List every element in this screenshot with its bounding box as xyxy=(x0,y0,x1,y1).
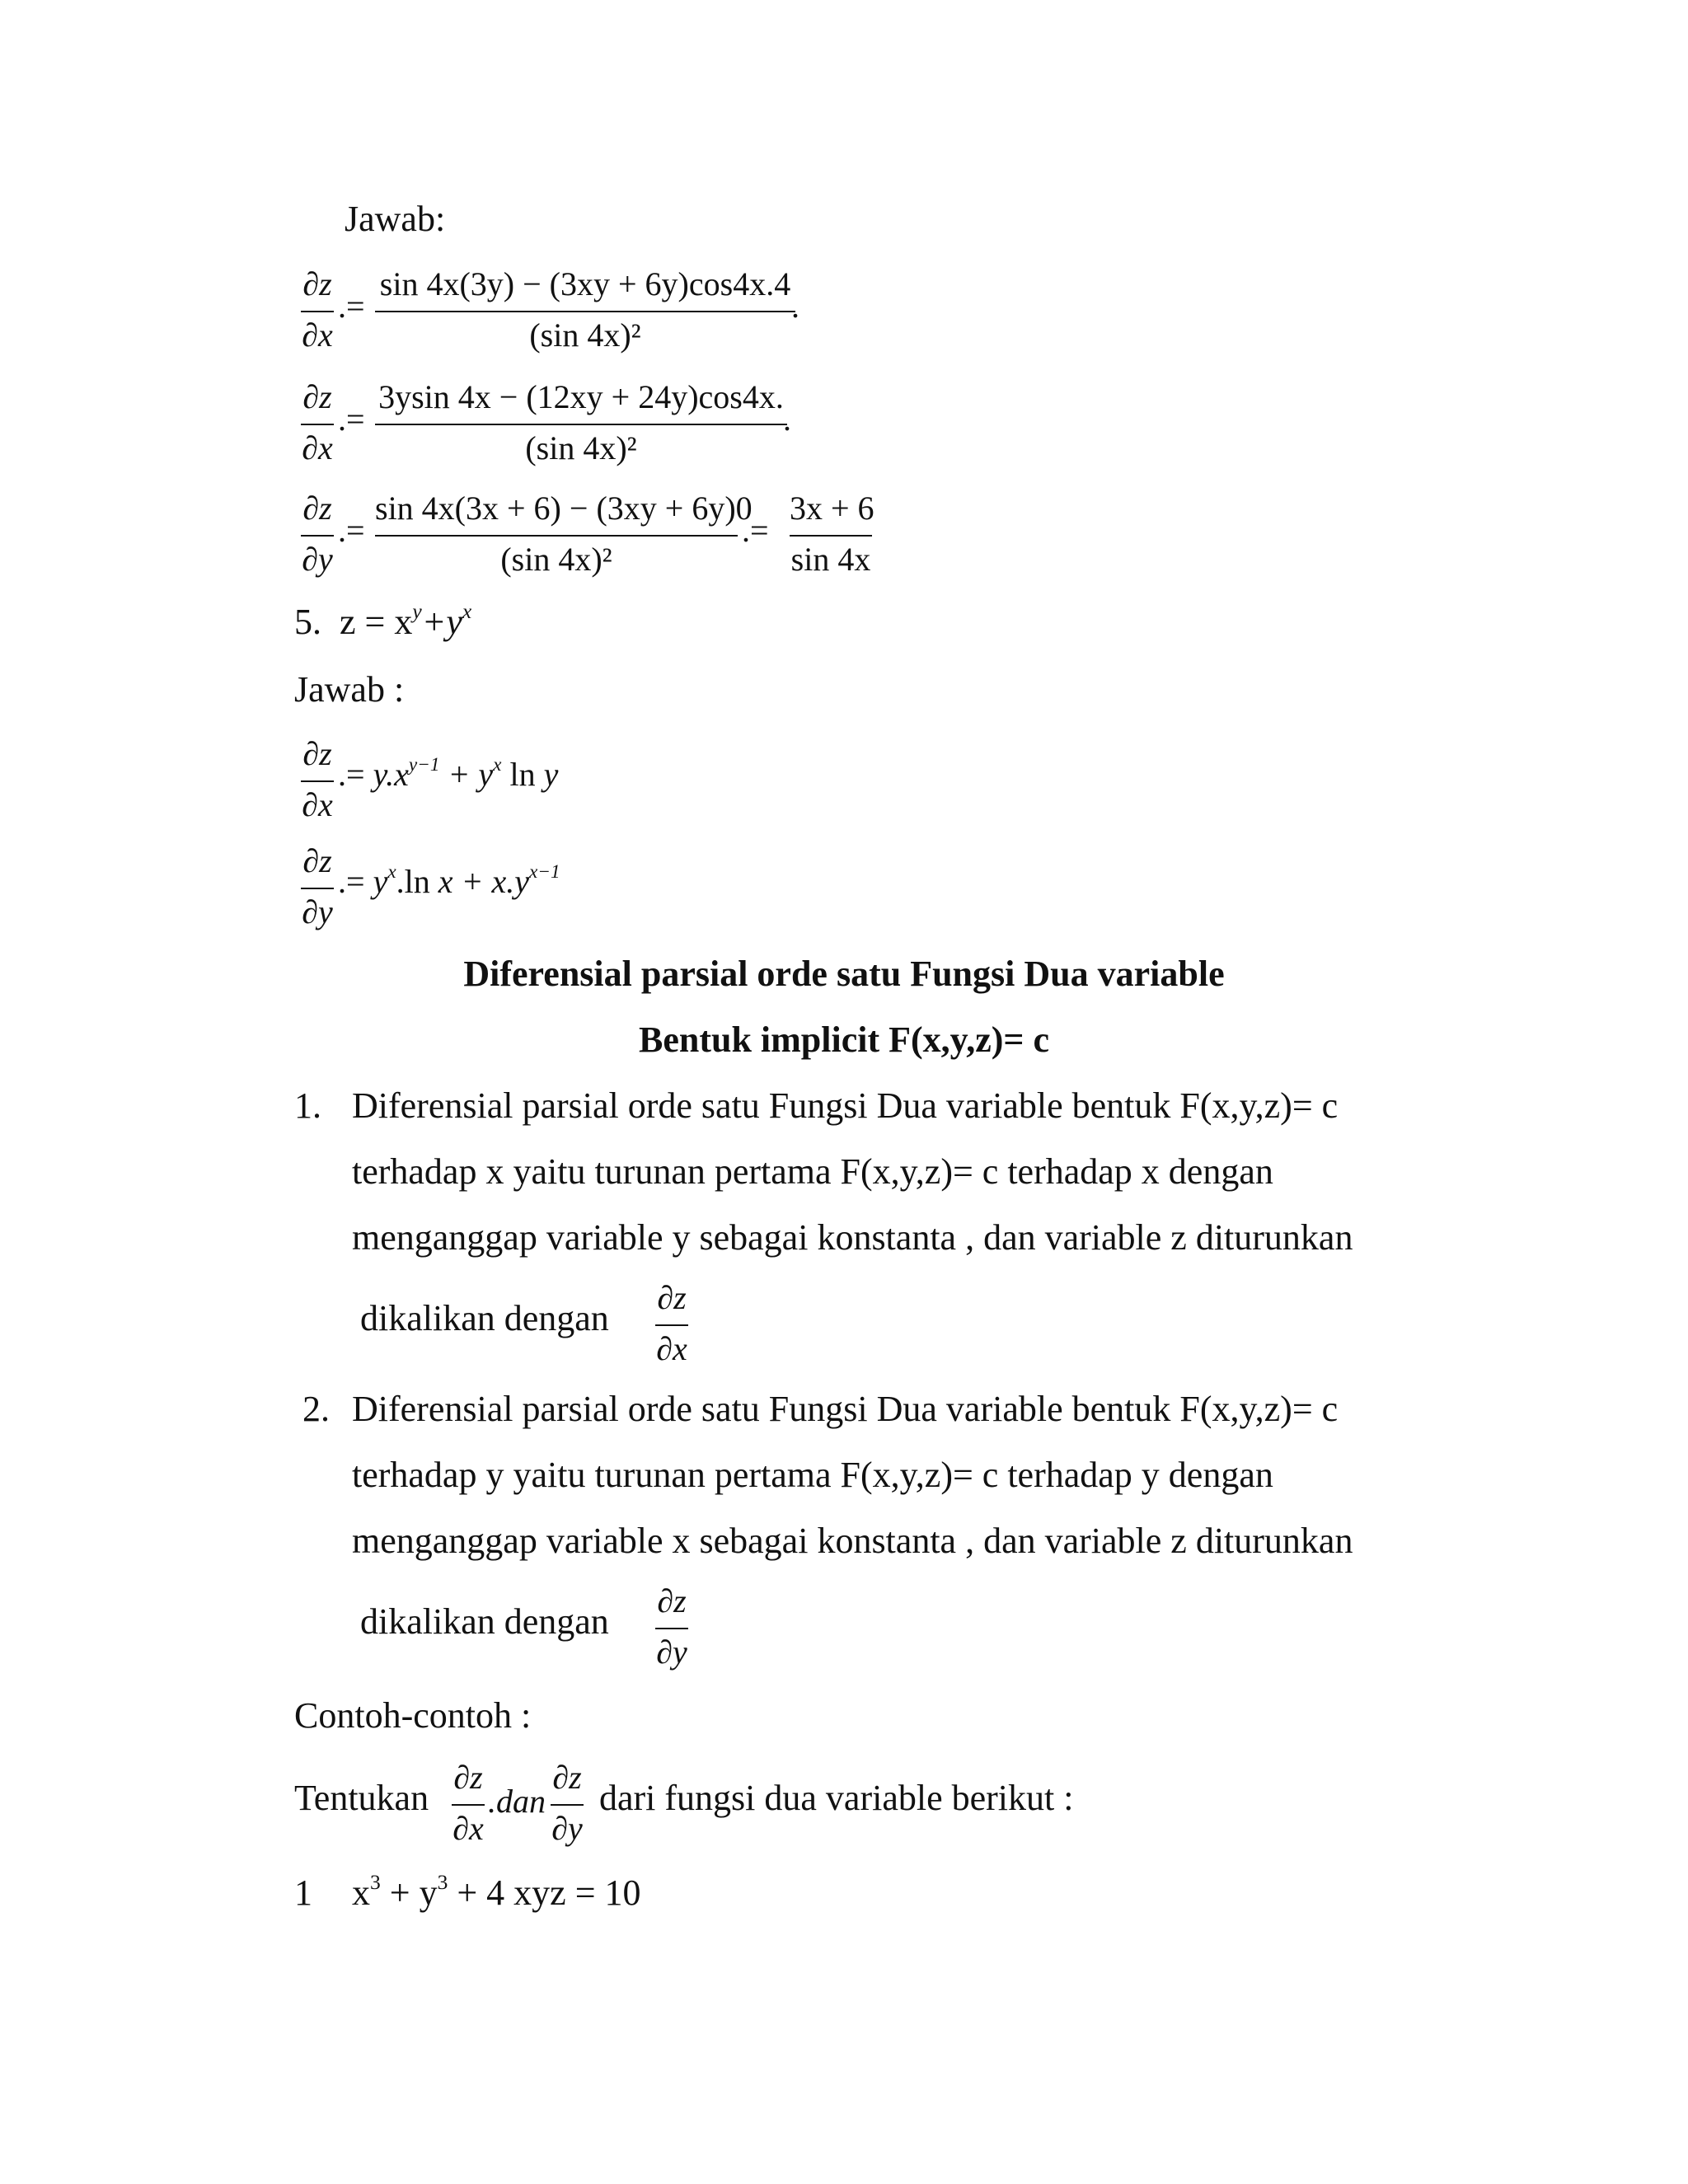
list-item-line: menganggap variable y sebagai konstanta , dan variable z diturunkan xyxy=(352,1217,1353,1258)
task-suffix: dari fungsi dua variable berikut : xyxy=(599,1778,1074,1818)
section-subheading: Bentuk implicit F(x,y,z)= c xyxy=(638,1019,1050,1060)
dz-dx-fraction: ∂z ∂x xyxy=(302,735,333,823)
equation-3-fraction: sin 4x(3x + 6) − (3xy + 6y)0 (sin 4x)² xyxy=(375,490,753,578)
dz-dy-fraction: ∂z ∂y xyxy=(302,842,333,930)
dz-dx-fraction: ∂z ∂x xyxy=(302,265,333,354)
list-number: 1. xyxy=(294,1085,321,1126)
equals-sign: .= xyxy=(338,401,365,438)
dz-dx-fraction: ∂z ∂x xyxy=(656,1279,687,1367)
equation-1-fraction: sin 4x(3y) − (3xy + 6y)cos4x.4 (sin 4x)² xyxy=(375,268,795,359)
example-number: 1 xyxy=(294,1872,312,1913)
answer-label: Jawab: xyxy=(345,199,446,239)
list-item-line: terhadap y yaitu turunan pertama F(x,y,z)= c terhadap y dengan xyxy=(352,1455,1273,1495)
dz-dy-fraction: ∂z ∂y xyxy=(656,1582,687,1671)
dz-dy-fraction: ∂z ∂y xyxy=(551,1759,583,1847)
equation-4-rhs: .= $y.x^{y-1} + y^x$ ln y xyxy=(338,754,559,793)
list-item-line: dikalikan dengan xyxy=(360,1601,609,1642)
equals-sign: .= xyxy=(338,288,365,325)
dz-dx-fraction: ∂z ∂x xyxy=(452,1759,484,1847)
equals-sign: .= xyxy=(338,512,365,549)
equation-3-result: 3x + 6 sin 4x xyxy=(790,490,874,578)
examples-label: Contoh-contoh : xyxy=(294,1695,532,1736)
list-item-line: Diferensial parsial orde satu Fungsi Dua variable bentuk F(x,y,z)= c xyxy=(352,1389,1339,1429)
list-item-line: menganggap variable x sebagai konstanta , dan variable z diturunkan xyxy=(352,1521,1353,1561)
task-prefix: Tentukan xyxy=(294,1778,429,1818)
list-item-line: terhadap x yaitu turunan pertama F(x,y,z)= c terhadap x dengan xyxy=(352,1151,1273,1192)
list-item-line: Diferensial parsial orde satu Fungsi Dua variable bentuk F(x,y,z)= c xyxy=(352,1085,1339,1126)
dz-dx-fraction: ∂z ∂x xyxy=(302,378,333,466)
dan-label: .dan xyxy=(488,1783,546,1820)
list-number: 2. xyxy=(302,1389,330,1429)
equation-5-rhs: .= $y^x.\ln$ $x + x.y^{x-1}$ xyxy=(338,861,560,900)
dz-dy-fraction: ∂z ∂y xyxy=(302,490,333,578)
problem-5: 5. $z = x^y+y^x$ xyxy=(294,598,472,642)
example-1-equation: $x^3 + y^3 + 4$ xyz = 10 xyxy=(352,1869,641,1913)
list-item-line: dikalikan dengan xyxy=(360,1298,609,1338)
equals-sign: .= xyxy=(742,512,769,549)
section-heading: Diferensial parsial orde satu Fungsi Dua variable xyxy=(463,954,1225,994)
answer-label: Jawab : xyxy=(294,669,405,710)
equation-2-fraction: 3ysin 4x − (12xy + 24y)cos4x. (sin 4x)² xyxy=(375,381,787,471)
